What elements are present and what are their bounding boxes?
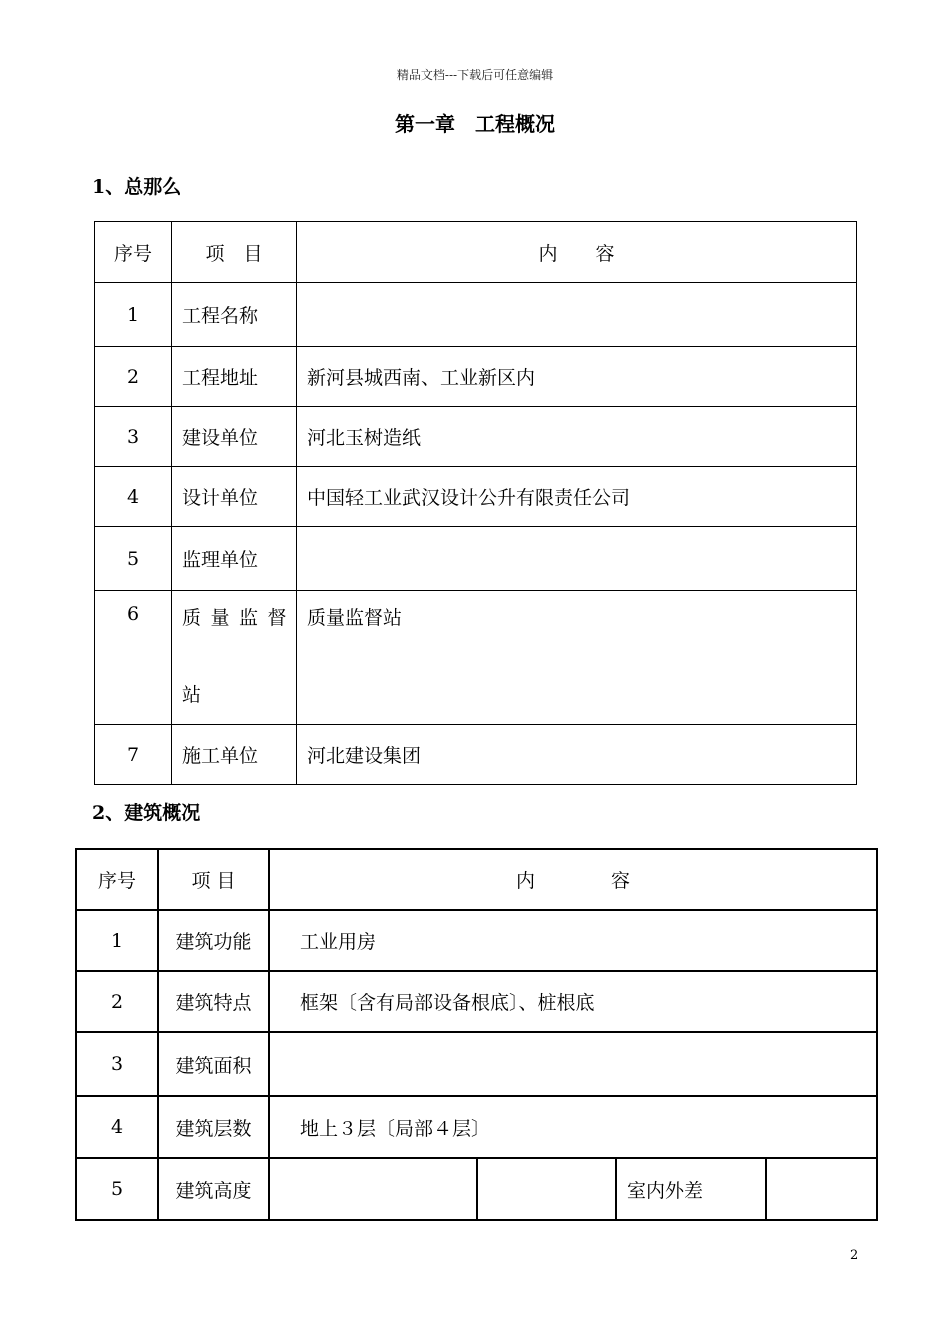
page-number: 2 <box>850 1248 859 1263</box>
row-no: 1 <box>76 910 158 971</box>
header-no: 序号 <box>76 849 158 910</box>
row-content: 新河县城西南、工业新区内 <box>297 347 857 407</box>
header-item: 项 目 <box>158 849 269 910</box>
table-row <box>95 467 857 527</box>
row-item-line1: 质量监督 <box>182 607 297 629</box>
table-row <box>76 1096 877 1158</box>
table-row <box>95 347 857 407</box>
row-content <box>297 527 857 591</box>
row-item: 施工单位 <box>172 725 297 785</box>
table-header-row <box>95 222 857 283</box>
building-overview-table <box>75 848 878 1221</box>
table-row <box>95 527 857 591</box>
row-content: 质量监督站 <box>297 591 857 725</box>
section1-heading: 1、总那么 <box>92 176 182 198</box>
table-row <box>95 725 857 785</box>
row-item: 设计单位 <box>172 467 297 527</box>
row-content: 河北玉树造纸 <box>297 407 857 467</box>
table-row <box>95 407 857 467</box>
row-content <box>297 283 857 347</box>
row-no: 2 <box>76 971 158 1032</box>
table-row <box>95 283 857 347</box>
row-content: 工业用房 <box>269 910 877 971</box>
row-content: 框架〔含有局部设备根底〕、桩根底 <box>269 971 877 1032</box>
row-no: 3 <box>76 1032 158 1096</box>
row-no: 6 <box>95 591 172 725</box>
row-item: 工程地址 <box>172 347 297 407</box>
row-item: 建筑高度 <box>158 1158 269 1220</box>
row-item <box>172 591 297 725</box>
header-content: 内 容 <box>297 222 857 283</box>
row-content: 河北建设集团 <box>297 725 857 785</box>
chapter-title: 第一章 工程概况 <box>395 112 555 136</box>
blank-cell <box>477 1158 616 1220</box>
row-no: 5 <box>95 527 172 591</box>
table-row <box>76 910 877 971</box>
row-no: 7 <box>95 725 172 785</box>
header-content: 内 容 <box>269 849 877 910</box>
row-no: 2 <box>95 347 172 407</box>
row-item: 建筑特点 <box>158 971 269 1032</box>
elevation-diff-label: 室内外差 <box>616 1158 766 1220</box>
header-no: 序号 <box>95 222 172 283</box>
table-header-row <box>76 849 877 910</box>
row-no: 1 <box>95 283 172 347</box>
row-item: 建筑层数 <box>158 1096 269 1158</box>
table-row <box>76 1032 877 1096</box>
table-row <box>76 1158 877 1220</box>
row-no: 4 <box>95 467 172 527</box>
row-content <box>269 1032 877 1096</box>
table-row <box>95 591 857 725</box>
row-content: 中国轻工业武汉设计公升有限责任公司 <box>297 467 857 527</box>
section2-heading: 2、建筑概况 <box>92 802 201 824</box>
header-item: 项 目 <box>172 222 297 283</box>
row-item-line2: 站 <box>182 684 202 706</box>
page-header-note: 精品文档---下载后可任意编辑 <box>396 68 554 82</box>
row-item: 建筑面积 <box>158 1032 269 1096</box>
row-no: 3 <box>95 407 172 467</box>
height-value-cell <box>269 1158 477 1220</box>
general-info-table <box>94 221 857 785</box>
row-no: 4 <box>76 1096 158 1158</box>
row-item: 监理单位 <box>172 527 297 591</box>
row-no: 5 <box>76 1158 158 1220</box>
elevation-diff-value <box>766 1158 877 1220</box>
row-item: 工程名称 <box>172 283 297 347</box>
table-row <box>76 971 877 1032</box>
row-item: 建筑功能 <box>158 910 269 971</box>
row-item: 建设单位 <box>172 407 297 467</box>
row-content: 地上３层〔局部４层〕 <box>269 1096 877 1158</box>
